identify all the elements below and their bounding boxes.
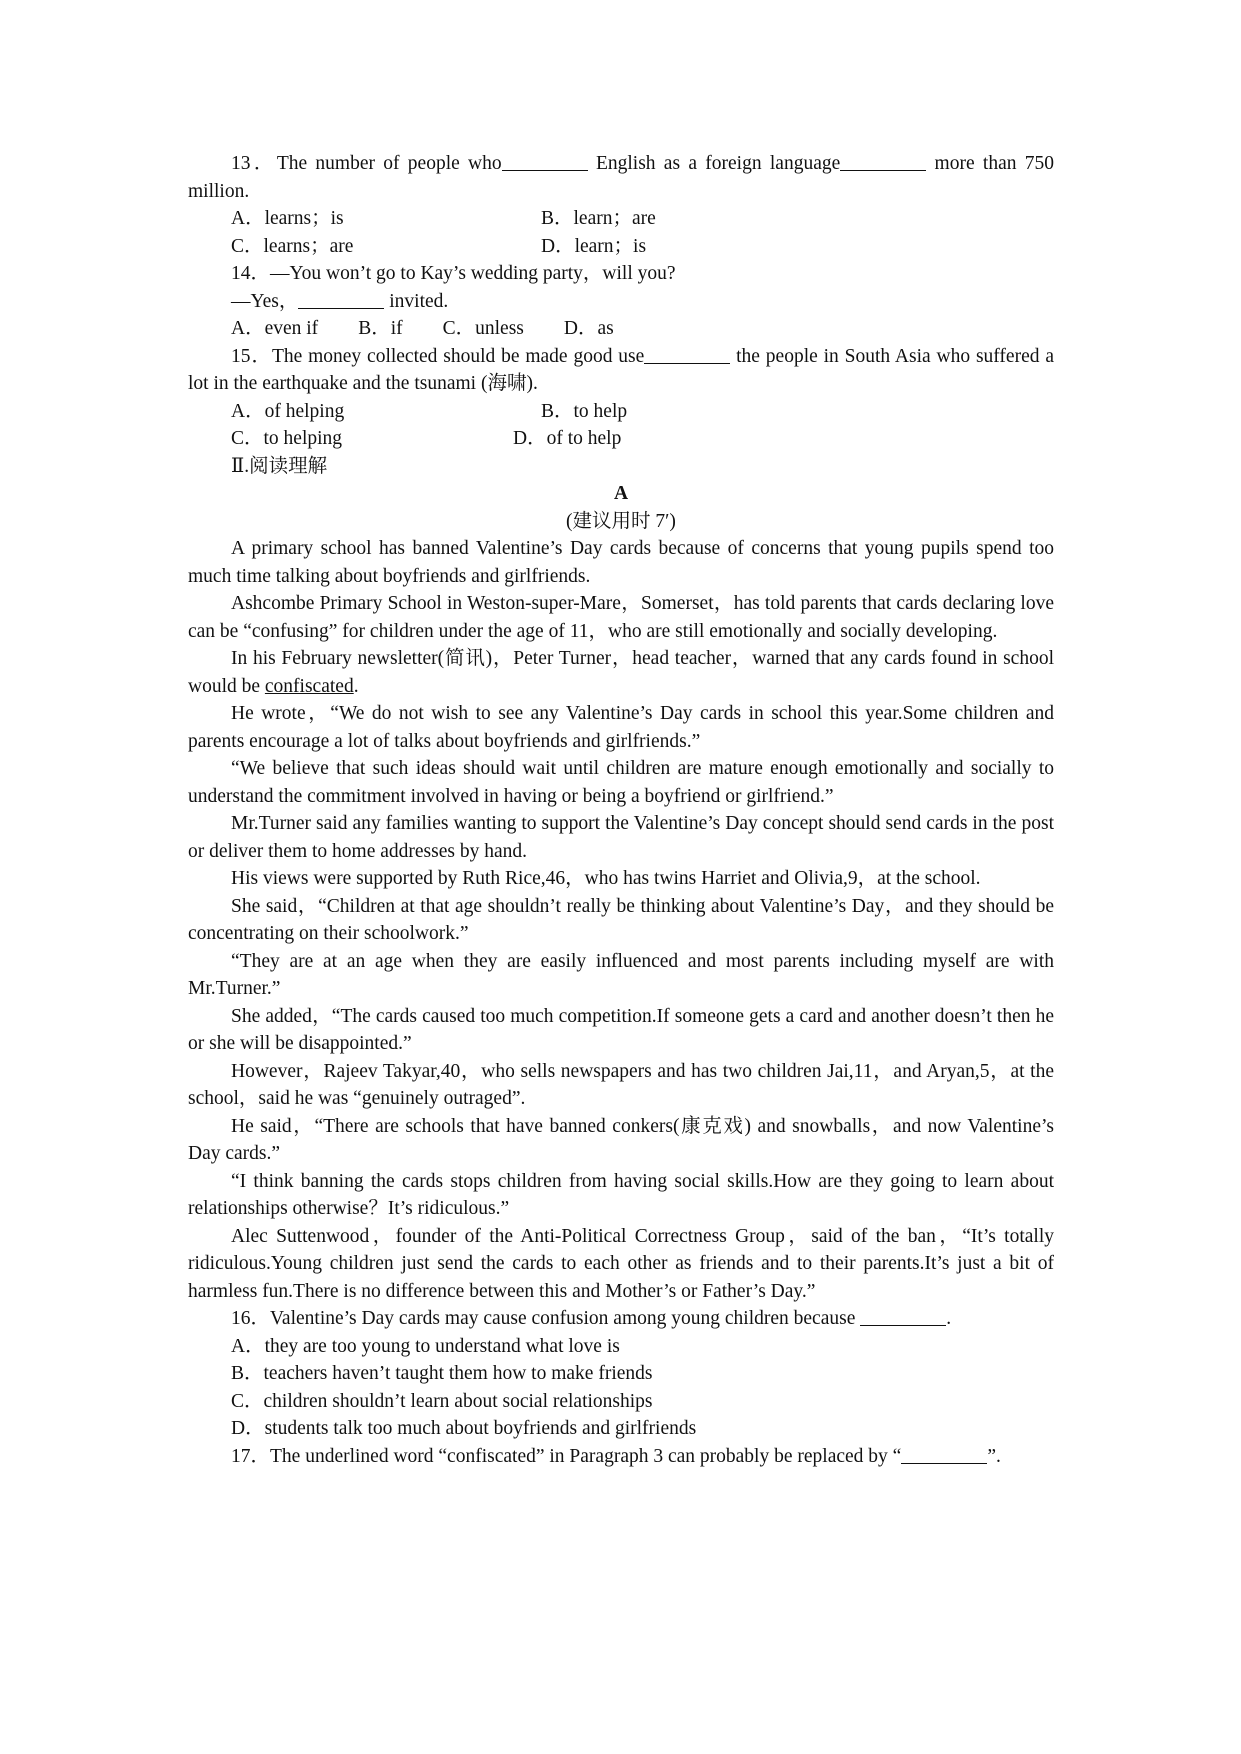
option-c: C．unless (442, 318, 524, 339)
question-15: 15．The money collected should be made good use the people in South Asia who suffered a lot in the earthquake and the tsunami (海啸). (188, 345, 1054, 394)
option-d: D．as (563, 318, 614, 339)
option-b: B．learn；are (541, 208, 656, 229)
option-b: B．teachers haven’t taught them how to make friends (231, 1363, 653, 1384)
option-d: D．learn；is (541, 235, 647, 257)
option-c: C．children shouldn’t learn about social relationships (231, 1390, 653, 1412)
answer-blank (840, 152, 926, 171)
option-a: A．of helping (231, 400, 345, 422)
passage-paragraph: “They are at an age when they are easily influenced and most parents including myself are with Mr.Turner.” (188, 950, 1054, 999)
time-hint: (建议用时 7′) (566, 510, 676, 532)
passage-paragraph: In his February newsletter(简讯)，Peter Turner，head teacher，warned that any cards found in school would be confiscated. (188, 648, 1054, 697)
answer-blank (502, 152, 588, 171)
passage-paragraph: She said，“Children at that age shouldn’t really be thinking about Valentine’s Day，and they should be concentrating on their schoolwork.” (188, 895, 1054, 944)
passage-label: A (613, 483, 629, 504)
question-16: 16．Valentine’s Day cards may cause confusion among young children because . (231, 1308, 952, 1329)
option-a: A．even if (231, 318, 319, 339)
option-a: A．learns；is (231, 208, 344, 229)
answer-blank (860, 1307, 946, 1326)
passage-paragraph: A primary school has banned Valentine’s Day cards because of concerns that young pupils spend too much time talking about boyfriends and girlfriends. (188, 538, 1054, 587)
option-d: D．of to help (513, 428, 622, 449)
answer-blank (644, 345, 730, 364)
answer-blank (298, 290, 384, 309)
passage-paragraph: His views were supported by Ruth Rice,46，who has twins Harriet and Olivia,9，at the school. (231, 868, 981, 889)
passage-paragraph: She added，“The cards caused too much competition.If someone gets a card and another doesn’t then he or she will be disappointed.” (188, 1005, 1054, 1054)
passage-paragraph: “I think banning the cards stops children from having social skills.How are they going to learn about relationships otherwise？It’s ridiculous.” (188, 1170, 1054, 1219)
option-c: C．learns；are (231, 235, 354, 257)
section-title: Ⅱ.阅读理解 (231, 455, 328, 477)
option-d: D．students talk too much about boyfriends and girlfriends (231, 1418, 697, 1439)
passage-paragraph: He said，“There are schools that have banned conkers(康克戏) and snowballs，and now Valentine’s Day cards.” (188, 1115, 1054, 1164)
question-14: 14．—You won’t go to Kay’s wedding party，will you? (231, 263, 676, 284)
passage-paragraph: “We believe that such ideas should wait until children are mature enough emotionally and socially to understand the commitment involved in having or being a boyfriend or girlfriend.” (188, 758, 1054, 807)
answer-blank (901, 1445, 987, 1464)
passage-paragraph: Mr.Turner said any families wanting to support the Valentine’s Day concept should send cards in the post or deliver them to home addresses by hand. (188, 813, 1054, 862)
passage-paragraph: Ashcombe Primary School in Weston-super-Mare，Somerset，has told parents that cards declaring love can be “confusing” for children under the age of 11，who are still emotionally and socially developing. (188, 593, 1054, 642)
options-row (188, 425, 1054, 453)
option-c: C．to helping (231, 428, 343, 449)
passage-paragraph: However，Rajeev Takyar,40，who sells newspapers and has two children Jai,11，and Aryan,5，at the school，said he was “genuinely outraged”. (188, 1060, 1054, 1109)
option-a: A．they are too young to understand what love is (231, 1335, 620, 1357)
document-page (188, 150, 1054, 1470)
options-row (188, 398, 1054, 426)
underlined-word: confiscated (264, 675, 354, 697)
passage-paragraph: He wrote，“We do not wish to see any Valentine’s Day cards in school this year.Some children and parents encourage a lot of talks about boyfriends and girlfriends.” (188, 703, 1054, 752)
question-14-reply: —Yes， invited. (231, 290, 449, 312)
option-b: B．to help (541, 400, 628, 422)
option-b: B．if (358, 318, 403, 339)
question-17: 17．The underlined word “confiscated” in Paragraph 3 can probably be replaced by “ ”. (231, 1445, 1001, 1467)
options-row (188, 233, 1054, 261)
options-row (188, 315, 1054, 343)
question-13: 13．The number of people who English as a foreign language more than 750 million. (188, 153, 1055, 202)
passage-paragraph: Alec Suttenwood，founder of the Anti-Political Correctness Group，said of the ban，“It’s totally ridiculous.Young children just send the cards to each other as friends and to their parents.It’s just a bit of harmless fun.There is no difference between this and Mother’s or Father’s Day.” (188, 1225, 1054, 1302)
options-row (188, 205, 1054, 233)
